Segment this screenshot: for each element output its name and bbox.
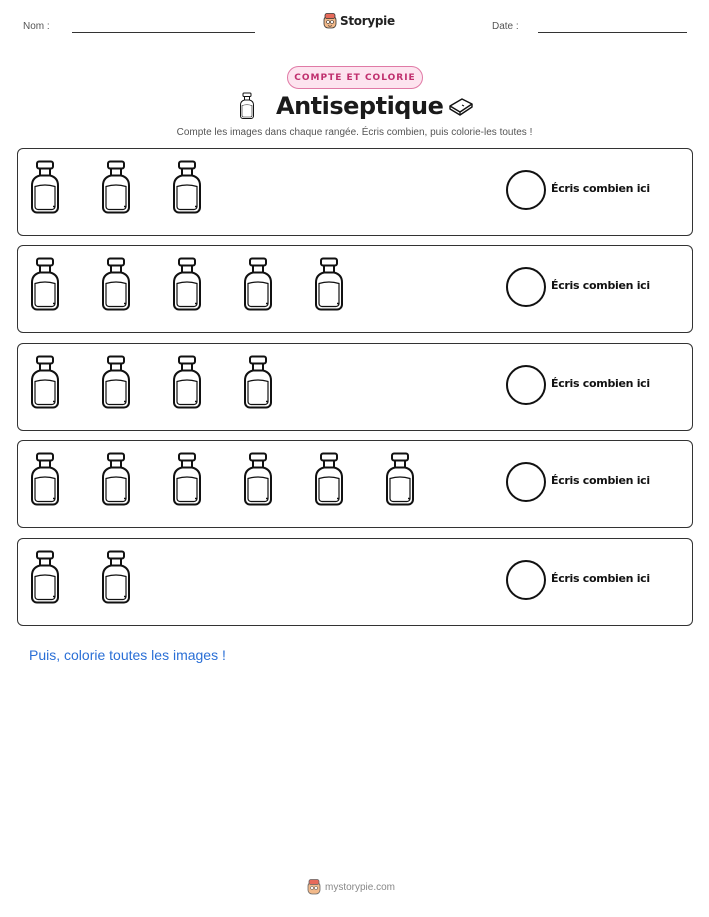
answer-label: Écris combien ici bbox=[551, 474, 650, 487]
bottle-icon bbox=[385, 451, 415, 508]
counting-row bbox=[17, 343, 693, 431]
bottle-icon bbox=[101, 354, 131, 411]
footer-brand bbox=[307, 879, 395, 895]
bottle-icon bbox=[172, 256, 202, 313]
bottle-icon bbox=[101, 549, 131, 606]
bottle-icon bbox=[172, 159, 202, 216]
counting-row bbox=[17, 538, 693, 626]
date-label: Date : bbox=[492, 21, 519, 32]
brand-logo bbox=[323, 13, 395, 29]
bottle-icon bbox=[172, 451, 202, 508]
answer-label: Écris combien ici bbox=[551, 377, 650, 390]
bottle-icon bbox=[30, 549, 60, 606]
book-icon bbox=[448, 96, 474, 116]
answer-circle[interactable] bbox=[506, 462, 546, 502]
brand-name: Storypie bbox=[340, 14, 395, 28]
answer-circle[interactable] bbox=[506, 365, 546, 405]
answer-label: Écris combien ici bbox=[551, 279, 650, 292]
answer-circle[interactable] bbox=[506, 267, 546, 307]
bottle-icon bbox=[314, 256, 344, 313]
answer-label: Écris combien ici bbox=[551, 572, 650, 585]
activity-badge: COMPTE ET COLORIE bbox=[287, 66, 423, 89]
coloring-instruction: Puis, colorie toutes les images ! bbox=[29, 647, 226, 663]
answer-circle[interactable] bbox=[506, 170, 546, 210]
answer-circle[interactable] bbox=[506, 560, 546, 600]
page-title: Antiseptique bbox=[276, 92, 444, 120]
bottle-icon bbox=[243, 451, 273, 508]
bottle-icon bbox=[30, 354, 60, 411]
counting-row bbox=[17, 440, 693, 528]
counting-row bbox=[17, 148, 693, 236]
name-label: Nom : bbox=[23, 21, 50, 32]
bottle-icon bbox=[30, 451, 60, 508]
name-line bbox=[72, 32, 255, 33]
answer-label: Écris combien ici bbox=[551, 182, 650, 195]
bottle-icon bbox=[101, 451, 131, 508]
storypie-mascot-icon bbox=[307, 879, 321, 895]
bottle-icon bbox=[101, 159, 131, 216]
bottle-icon bbox=[172, 354, 202, 411]
bottle-icon bbox=[238, 92, 256, 120]
bottle-icon bbox=[101, 256, 131, 313]
bottle-icon bbox=[243, 354, 273, 411]
counting-row bbox=[17, 245, 693, 333]
footer-url: mystorypie.com bbox=[325, 881, 396, 893]
instructions: Compte les images dans chaque rangée. Écris combien, puis colorie-les toutes ! bbox=[176, 127, 533, 138]
bottle-icon bbox=[30, 256, 60, 313]
storypie-mascot-icon bbox=[323, 13, 337, 29]
bottle-icon bbox=[314, 451, 344, 508]
date-line bbox=[538, 32, 687, 33]
bottle-icon bbox=[243, 256, 273, 313]
bottle-icon bbox=[30, 159, 60, 216]
